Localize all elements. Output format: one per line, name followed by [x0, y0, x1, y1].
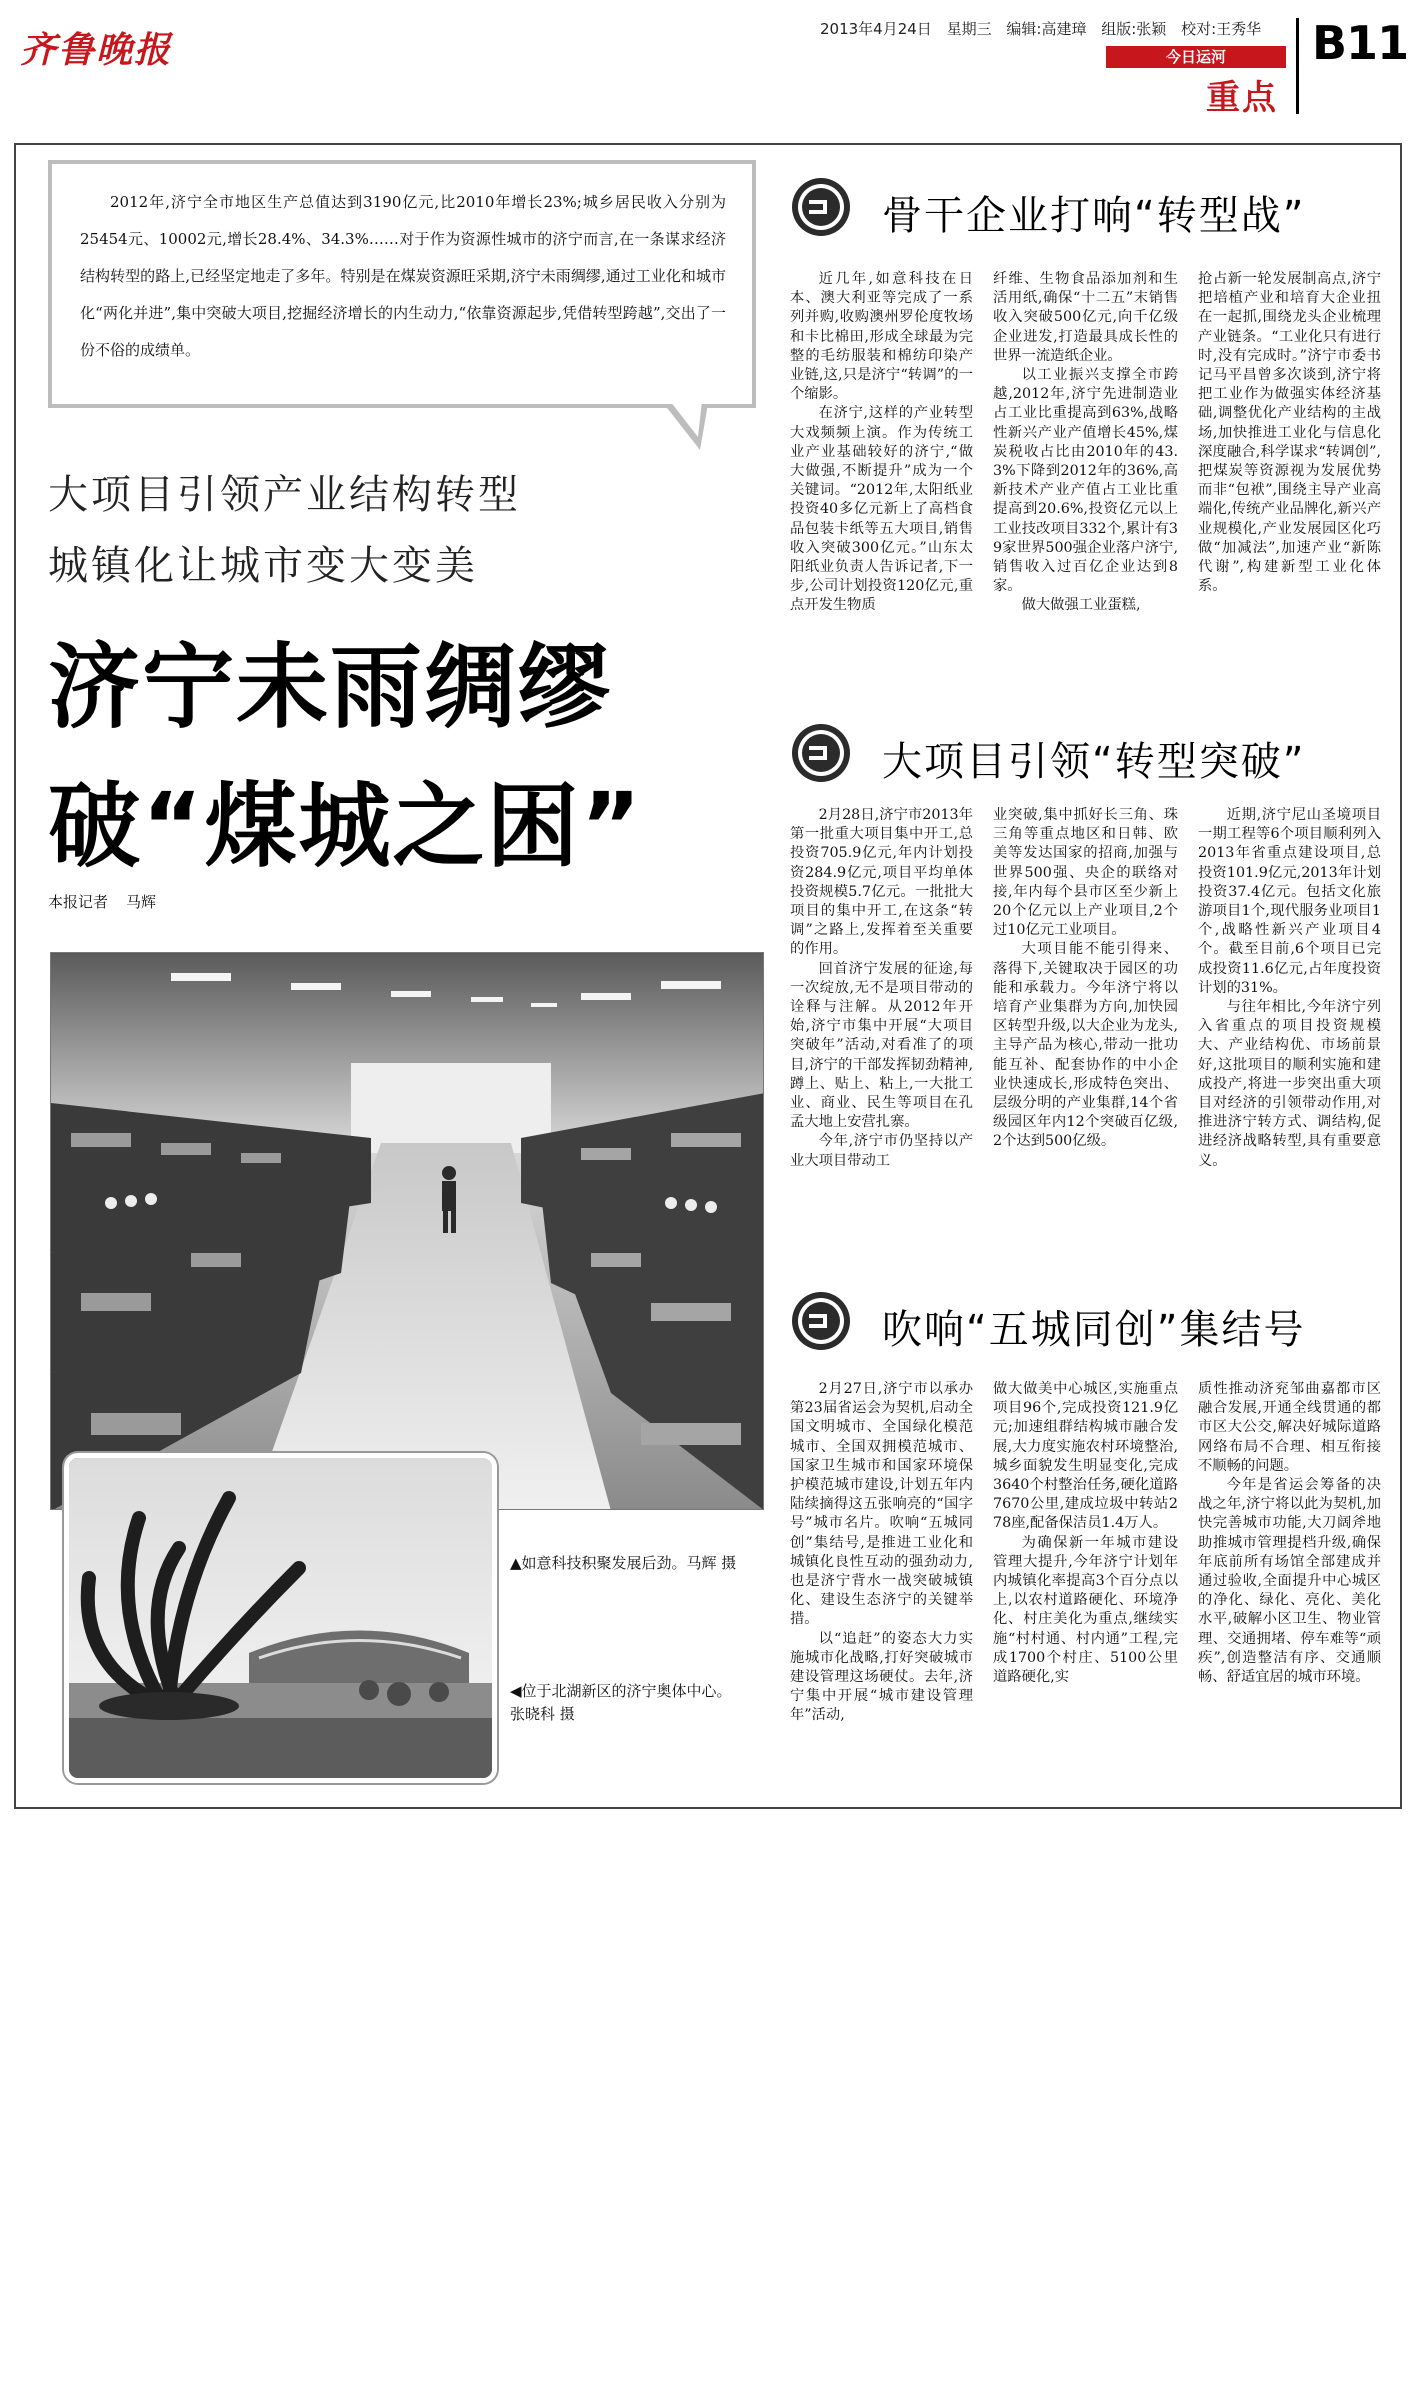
paragraph: 纤维、生物食品添加剂和生活用纸,确保“十二五”末销售收入突破500亿元,向千亿级企业进发,打造最具成长性的世界一流造纸企业。	[993, 271, 1178, 364]
factory-photo-image	[51, 953, 764, 1510]
section-tag: 今日运河	[1106, 46, 1286, 68]
factory-photo	[50, 952, 764, 1510]
paragraph: 大项目能不能引得来、落得下,关键取决于园区的功能和承载力。今年济宁将以培育产业集群为方向,加快园区转型升级,以大企业为龙头,主导产品为核心,带动一批功能互补、配套协作的中小企业快速成长,形成特色突出、层级分明的产业集群,14个省级园区年内12个突破百亿级,2个达到500亿级。	[993, 941, 1178, 1150]
designer-credit: 组版:张颖	[1101, 20, 1167, 38]
paragraph: 以“追赶”的姿态大力实施城市化战略,打好突破城市建设管理这场硬仗。去年,济宁集中开展“城市建设管理年”活动,	[790, 1630, 973, 1724]
paragraph: 抢占新一轮发展制高点,济宁把培植产业和培育大企业扭在一起抓,围绕龙头企业梳理产业链条。“工业化只有进行时,没有完成时。”济宁市委书记马平昌曾多次谈到,济宁将把工业作为做强实体经济基础,调整优化产业结构的主战场,加快推进工业化与信息化深度融合,科学谋求“转调创”,把煤炭等资源视为发展优势而非“包袱”,围绕主导产业高端化,传统产业品牌化,新兴产业规模化,产业发展园区化巧做“加减法”,加速产业“新陈代谢”,构建新型工业化体系。	[1198, 271, 1381, 595]
bullet-circle-icon	[790, 722, 852, 784]
section-3-column-2	[993, 1380, 1178, 1788]
paragraph: 做大做美中心城区,实施重点项目96个,完成投资121.9亿元;加速组群结构城市融合发展,大力度实施农村环境整治,城乡面貌发生明显变化,完成3640个村整治任务,硬化道路7670公里,建成垃圾中转站278座,配备保洁员1.4万人。	[993, 1381, 1178, 1532]
section-1-title: 骨干企业打响“转型战”	[882, 193, 1306, 239]
page-number: B11	[1312, 16, 1409, 70]
bullet-circle-icon	[790, 176, 852, 238]
intro-box-tail-inner	[670, 401, 702, 437]
paragraph: 以工业振兴支撑全市跨越,2012年,济宁先进制造业占工业比重提高到63%,战略性新兴产业产值增长45%,煤炭税收占比由2010年的43.3%下降到2012年的36%,高新技术产业产值占工业比重提高到20.6%,投资亿元以上工业技改项目332个,累计有39家世界500强企业落户济宁,销售收入过百亿企业达到8家。	[993, 367, 1178, 595]
olympic-center-photo-image	[69, 1458, 492, 1778]
byline	[48, 891, 156, 912]
section-2-column-2	[993, 806, 1178, 1264]
paragraph: 近期,济宁尼山圣境项目一期工程等6个项目顺利列入2013年省重点建设项目,总投资101.9亿元,2013年计划投资37.4亿元。包括文化旅游项目1个,现代服务业项目1个,战略性新兴产业项目4个。截至目前,6个项目已完成投资11.6亿元,占年度投资计划的31%。	[1198, 807, 1381, 996]
paragraph: 近几年,如意科技在日本、澳大利亚等完成了一系列并购,收购澳州罗伦度牧场和卡比棉田,形成全球最为完整的毛纺服装和棉纺印染产业链,这,只是济宁“转调”的一个缩影。	[790, 271, 973, 403]
headline-line-2: 破“煤城之困”	[48, 773, 643, 880]
paragraph: 回首济宁发展的征途,每一次绽放,无不是项目带动的诠释与注解。从2012年开始,济宁市集中开展“大项目突破年”活动,对看准了的项目,济宁的干部发挥韧劲精神,蹲上、贴上、粘上,一大批工业、商业、民生等项目在孔孟大地上安营扎寨。	[790, 960, 973, 1131]
header-meta	[820, 18, 1271, 39]
paragraph: 业突破,集中抓好长三角、珠三角等重点地区和日韩、欧美等发达国家的招商,加强与世界500强、央企的联络对接,年内每个县市区至少新上20个亿元以上产业项目,2个过10亿元工业项目。	[993, 807, 1178, 939]
bullet-circle-icon	[790, 1290, 852, 1352]
byline-label: 本报记者	[48, 893, 109, 911]
section-1-column-1	[790, 270, 973, 688]
section-1-header	[790, 176, 1390, 244]
section-1-column-3	[1198, 270, 1381, 688]
section-3-column-3	[1198, 1380, 1381, 1788]
intro-text: 2012年,济宁全市地区生产总值达到3190亿元,比2010年增长23%;城乡居民收入分别为25454元、10002元,增长28.4%、34.3%……对于作为资源性城市的济宁而言,在一条谋求经济结构转型的路上,已经坚定地走了多年。特别是在煤炭资源旺采期,济宁未雨绸缪,通过工业化和城市化“两化并进”,集中突破大项目,挖掘经济增长的内生动力,“依靠资源起步,凭借转型跨越”,交出了一份不俗的成绩单。	[80, 193, 726, 359]
paragraph: 2月28日,济宁市2013年第一批重大项目集中开工,总投资705.9亿元,年内计划投资284.9亿元,项目平均单体投资规模5.7亿元。一批批大项目的集中开工,在这条“转调”之路上,发挥着至关重要的作用。	[790, 807, 973, 958]
paragraph: 今年是省运会筹备的决战之年,济宁将以此为契机,加快完善城市功能,大刀阔斧地助推城市管理提档升级,确保年底前所有场馆全部建成并通过验收,全面提升中心城区的净化、绿化、亮化、美化水平,破解小区卫生、物业管理、交通拥堵、停车难等“顽疾”,创造整洁有序、交通顺畅、舒适宜居的城市环境。	[1198, 1477, 1381, 1686]
proofreader-credit: 校对:王秀华	[1181, 20, 1262, 38]
section-name: 重点	[1206, 78, 1278, 118]
section-1-column-2	[993, 270, 1178, 688]
paragraph: 2月27日,济宁市以承办第23届省运会为契机,启动全国文明城市、全国绿化模范城市、全国双拥模范城市、国家卫生城市和国家环境保护模范城市建设,计划五年内陆续摘得这五张响亮的“国字号”城市名片。吹响“五城同创”集结号,是推进工业化和城镇化良性互动的强劲动力,也是济宁背水一战突破城镇化、建设生态济宁的关键举措。	[790, 1381, 973, 1628]
paragraph: 今年,济宁市仍坚持以产业大项目带动工	[790, 1133, 973, 1169]
section-2-title: 大项目引领“转型突破”	[882, 739, 1306, 785]
section-3-column-1	[790, 1380, 973, 1788]
section-3-title: 吹响“五城同创”集结号	[882, 1307, 1306, 1353]
paragraph: 在济宁,这样的产业转型大戏频频上演。作为传统工业产业基础较好的济宁,“做大做强,不断提升”成为一个关键词。“2012年,太阳纸业投资40多亿元新上了高档食品包装卡纸等五大项目,销售收入突破300亿元。”山东太阳纸业负责人告诉记者,下一步,公司计划投资120亿元,重点开发生物质	[790, 405, 973, 614]
photo-caption-olympic-center: ◀位于北湖新区的济宁奥体中心。 张晓科 摄	[510, 1682, 732, 1723]
issue-date: 2013年4月24日	[820, 20, 932, 38]
issue-weekday: 星期三	[946, 20, 992, 38]
paragraph: 质性推动济兖邹曲嘉都市区融合发展,开通全线贯通的都市区大公交,解决好城际道路网络布局不合理、相互衔接不顺畅的问题。	[1198, 1381, 1381, 1474]
olympic-center-photo	[64, 1453, 497, 1783]
deck-line-1: 大项目引领产业结构转型	[48, 472, 521, 518]
section-2-header	[790, 722, 1390, 790]
paragraph: 为确保新一年城市建设管理大提升,今年济宁计划年内城镇化率提高3个百分点以上,以农村道路硬化、环境净化、村庄美化为重点,继续实施“村村通、村内通”工程,完成1700个村庄、5100公里道路硬化,实	[993, 1534, 1178, 1686]
deck-line-2: 城镇化让城市变大变美	[48, 543, 478, 589]
editor-credit: 编辑:高建璋	[1006, 20, 1087, 38]
masthead-logo: 齐鲁晚报	[20, 29, 173, 71]
paragraph: 做大做强工业蛋糕,	[1021, 597, 1141, 614]
section-3-header	[790, 1290, 1390, 1358]
photo-caption-factory: ▲如意科技积聚发展后劲。马辉 摄	[510, 1554, 737, 1572]
section-2-column-3	[1198, 806, 1381, 1264]
headline-line-1: 济宁未雨绸缪	[48, 634, 613, 741]
section-2-column-1	[790, 806, 973, 1264]
byline-name: 马辉	[126, 893, 157, 911]
paragraph: 与往年相比,今年济宁列入省重点的项目投资规模大、产业结构优、市场前景好,这批项目的顺利实施和建成投产,将进一步突出重大项目对经济的引领带动作用,对推进济宁转方式、调结构,促进经济战略转型,具有重要意义。	[1198, 999, 1381, 1169]
header-divider	[1296, 18, 1299, 114]
